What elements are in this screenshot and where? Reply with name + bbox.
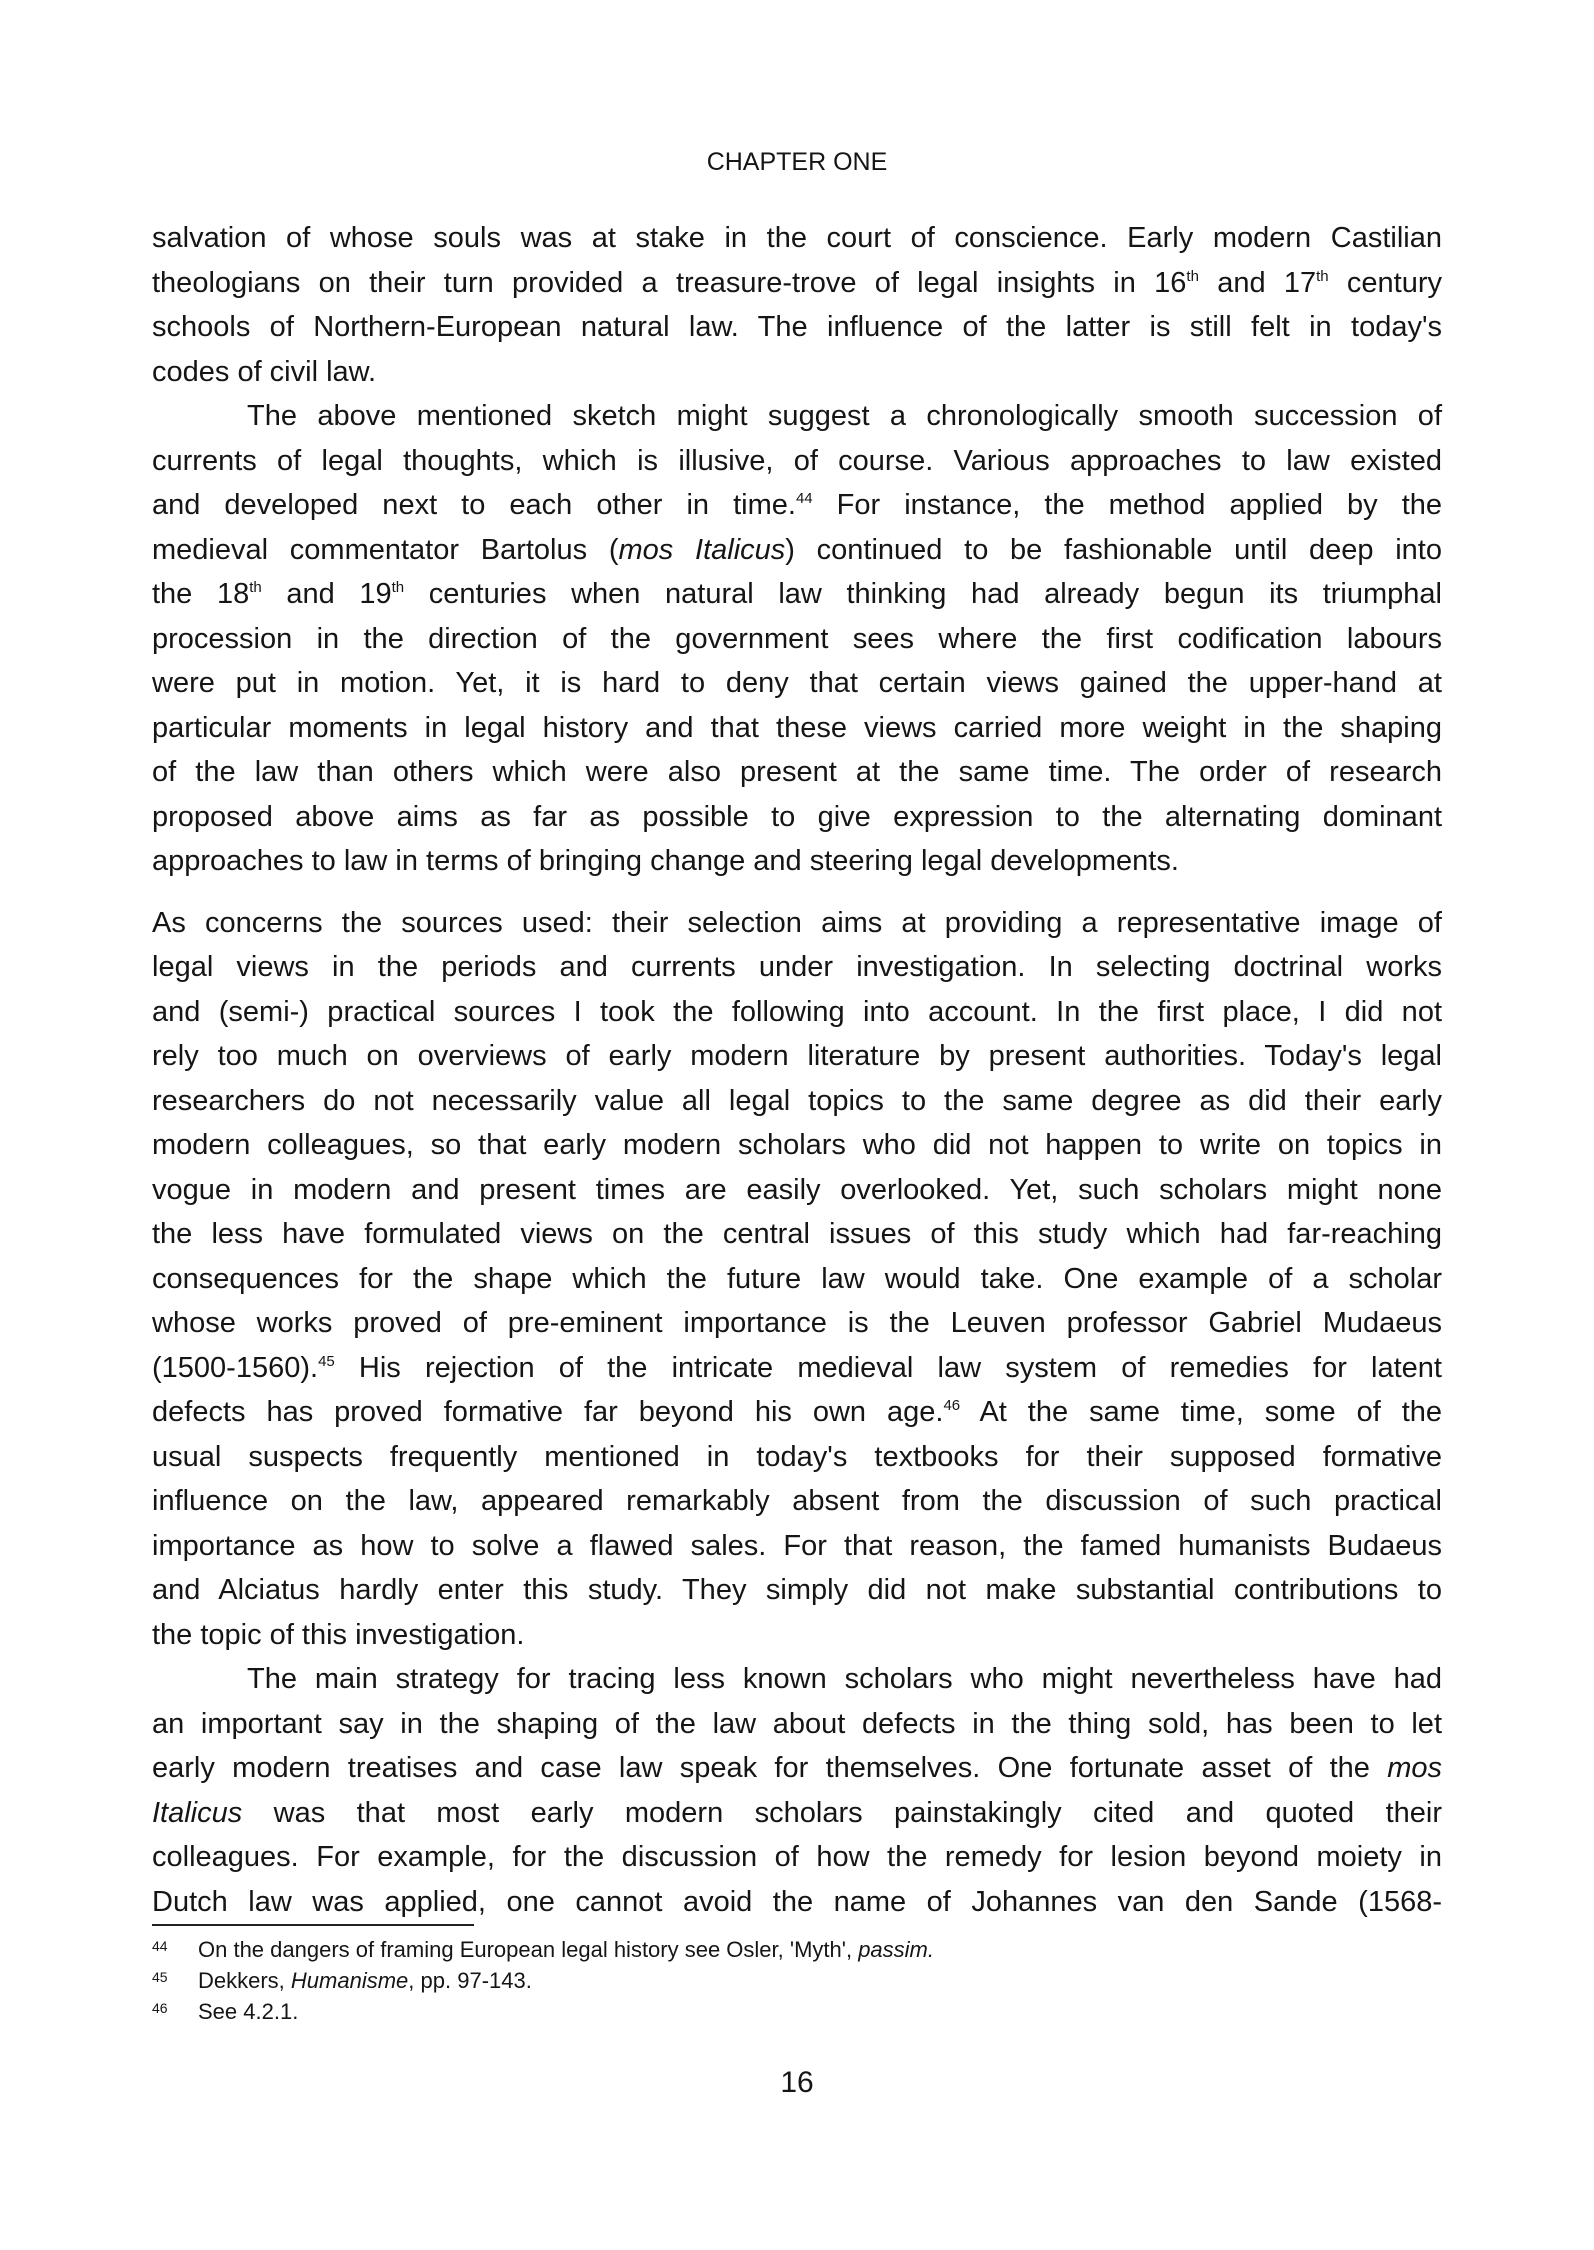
footnotes bbox=[152, 1934, 1442, 2027]
paragraph bbox=[152, 901, 1442, 1658]
text-run: researchers do not necessarily value all legal topics to the same degree as did their early bbox=[152, 1084, 1442, 1117]
superscript: 44 bbox=[795, 490, 813, 507]
text-line bbox=[152, 439, 1442, 484]
text-line bbox=[152, 528, 1442, 573]
text-line bbox=[152, 661, 1442, 706]
paragraph bbox=[152, 216, 1442, 394]
text-line bbox=[152, 901, 1442, 946]
text-line bbox=[152, 1212, 1442, 1257]
text-run: As concerns the sources used: their selection aims at providing a representative image of bbox=[152, 906, 1442, 939]
text-run: medieval commentator Bartolus ( bbox=[152, 533, 619, 566]
italic-text: mos Italicus bbox=[618, 533, 786, 566]
text-line bbox=[152, 945, 1442, 990]
text-run: centuries when natural law thinking had already begun its triumphal bbox=[404, 578, 1442, 610]
text-run: and (semi-) practical sources I took the following into account. In the first place, I did not bbox=[152, 995, 1442, 1028]
superscript: th bbox=[1316, 267, 1329, 285]
text-run: Dutch law was applied, one cannot avoid the name of Johannes van den Sande (1568- bbox=[152, 1885, 1442, 1918]
text-run: salvation of whose souls was at stake in the court of conscience. Early modern Castilian bbox=[152, 222, 1442, 254]
text-run: ) continued to be fashionable until deep into bbox=[785, 533, 1442, 566]
footnote bbox=[152, 1934, 1442, 1965]
text-line bbox=[152, 1702, 1442, 1747]
body-text bbox=[152, 216, 1442, 1924]
text-line bbox=[152, 216, 1442, 261]
text-run: usual suspects frequently mentioned in today's textbooks for their supposed formative bbox=[152, 1440, 1442, 1473]
text-line bbox=[152, 1079, 1442, 1124]
text-run: His rejection of the intricate medieval law system of remedies for latent bbox=[334, 1351, 1442, 1384]
text-run: legal views in the periods and currents under investigation. In selecting doctrinal works bbox=[152, 951, 1442, 983]
text-run: rely too much on overviews of early modern literature by present authorities. Today's legal bbox=[152, 1040, 1442, 1072]
text-run: procession in the direction of the government sees where the first codification labours bbox=[152, 622, 1442, 655]
paragraph bbox=[152, 1657, 1442, 1924]
page-number: 16 bbox=[780, 2066, 814, 2099]
footnote-separator bbox=[152, 1924, 474, 1926]
text-run: codes of civil law. bbox=[152, 355, 377, 388]
text-line bbox=[152, 394, 1442, 439]
text-line bbox=[152, 305, 1442, 350]
text-run: and Alciatus hardly enter this study. They simply did not make substantial contributions to bbox=[152, 1574, 1442, 1606]
text-run: currents of legal thoughts, which is illusive, of course. Various approaches to law existed bbox=[152, 444, 1442, 477]
text-line bbox=[152, 1746, 1442, 1791]
text-line bbox=[152, 1168, 1442, 1213]
text-line bbox=[152, 1390, 1442, 1435]
text-run: century bbox=[1328, 266, 1442, 299]
text-run: of the law than others which were also present at the same time. The order of research bbox=[152, 756, 1442, 788]
text-line bbox=[152, 1657, 1442, 1702]
text-run: and developed next to each other in time. bbox=[152, 489, 796, 521]
text-line bbox=[152, 1568, 1442, 1613]
text-line bbox=[152, 706, 1442, 751]
text-line bbox=[152, 750, 1442, 795]
text-run: and 19 bbox=[261, 578, 392, 610]
text-run: modern colleagues, so that early modern scholars who did not happen to write on topics in bbox=[152, 1129, 1442, 1161]
text-line bbox=[152, 572, 1442, 617]
text-run: the topic of this investigation. bbox=[152, 1618, 525, 1651]
text-run: was that most early modern scholars painstakingly cited and quoted their bbox=[242, 1796, 1442, 1829]
text-line bbox=[152, 1479, 1442, 1524]
superscript: th bbox=[249, 579, 262, 596]
footnote-number: 46 bbox=[152, 2000, 168, 2016]
text-run: (1500-1560). bbox=[152, 1351, 319, 1384]
text-line bbox=[152, 1435, 1442, 1480]
text-line bbox=[152, 1301, 1442, 1346]
text-line bbox=[152, 617, 1442, 662]
text-run: influence on the law, appeared remarkably absent from the discussion of such practical bbox=[152, 1485, 1442, 1517]
italic-text: Humanisme bbox=[290, 1968, 409, 1993]
text-line bbox=[152, 483, 1442, 528]
text-run: Dekkers, bbox=[198, 1968, 291, 1993]
text-run: importance as how to solve a flawed sales. For that reason, the famed humanists Budaeus bbox=[152, 1529, 1442, 1562]
text-run: and 17 bbox=[1198, 266, 1317, 299]
text-line bbox=[152, 1613, 1442, 1658]
text-run: proposed above aims as far as possible to give expression to the alternating dominant bbox=[152, 800, 1442, 833]
text-line bbox=[152, 1034, 1442, 1079]
text-run: For instance, the method applied by the bbox=[812, 489, 1443, 521]
text-run: whose works proved of pre-eminent importance is the Leuven professor Gabriel Mudaeus bbox=[152, 1307, 1442, 1339]
text-run: the 18 bbox=[152, 578, 250, 610]
text-run: The main strategy for tracing less known scholars who might nevertheless have had bbox=[247, 1663, 1442, 1695]
paragraph bbox=[152, 394, 1442, 884]
superscript: 46 bbox=[943, 1397, 961, 1414]
text-line bbox=[152, 1123, 1442, 1168]
text-run: At the same time, some of the bbox=[960, 1396, 1443, 1428]
text-run: schools of Northern-European natural law. The influence of the latter is still felt in today's bbox=[152, 311, 1442, 343]
text-line bbox=[152, 795, 1442, 840]
text-run: approaches to law in terms of bringing change and steering legal developments. bbox=[152, 845, 1179, 877]
text-run: On the dangers of framing European legal history see Osler, 'Myth', bbox=[198, 1937, 859, 1962]
text-line bbox=[152, 261, 1442, 306]
text-run: particular moments in legal history and that these views carried more weight in the shaping bbox=[152, 711, 1442, 744]
italic-text: passim. bbox=[858, 1937, 934, 1962]
text-run: the less have formulated views on the central issues of this study which had far-reaching bbox=[152, 1218, 1442, 1250]
text-run: , pp. 97-143. bbox=[408, 1968, 532, 1993]
text-line bbox=[152, 990, 1442, 1035]
text-run: theologians on their turn provided a treasure-trove of legal insights in 16 bbox=[152, 266, 1187, 299]
text-line bbox=[152, 1835, 1442, 1880]
text-run: See 4.2.1. bbox=[198, 1999, 299, 2024]
superscript: th bbox=[1186, 267, 1199, 285]
text-line bbox=[152, 1524, 1442, 1569]
text-run: were put in motion. Yet, it is hard to deny that certain views gained the upper-hand at bbox=[152, 667, 1442, 699]
text-line bbox=[152, 839, 1442, 884]
text-run: The above mentioned sketch might suggest a chronologically smooth succession of bbox=[247, 400, 1442, 432]
text-run: defects has proved formative far beyond his own age. bbox=[152, 1396, 944, 1428]
italic-text: Italicus bbox=[152, 1796, 243, 1829]
text-line bbox=[152, 1257, 1442, 1302]
italic-text: mos bbox=[1387, 1752, 1442, 1784]
footnote bbox=[152, 1965, 1442, 1996]
text-run: early modern treatises and case law speak for themselves. One fortunate asset of the bbox=[152, 1752, 1388, 1784]
superscript: 45 bbox=[318, 1352, 335, 1370]
text-run: vogue in modern and present times are easily overlooked. Yet, such scholars might none bbox=[152, 1173, 1442, 1206]
text-line bbox=[152, 350, 1442, 395]
text-run: an important say in the shaping of the law about defects in the thing sold, has been to let bbox=[152, 1707, 1442, 1740]
footnote-number: 44 bbox=[152, 1938, 168, 1954]
text-run: consequences for the shape which the future law would take. One example of a scholar bbox=[152, 1262, 1442, 1295]
text-line bbox=[152, 1791, 1442, 1836]
running-header: CHAPTER ONE bbox=[706, 148, 888, 176]
footnote-number: 45 bbox=[152, 1969, 168, 1985]
text-line bbox=[152, 1880, 1442, 1925]
footnote bbox=[152, 1996, 1442, 2027]
text-run: colleagues. For example, for the discussion of how the remedy for lesion beyond moiety in bbox=[152, 1841, 1442, 1873]
superscript: th bbox=[391, 579, 405, 596]
text-line bbox=[152, 1346, 1442, 1391]
